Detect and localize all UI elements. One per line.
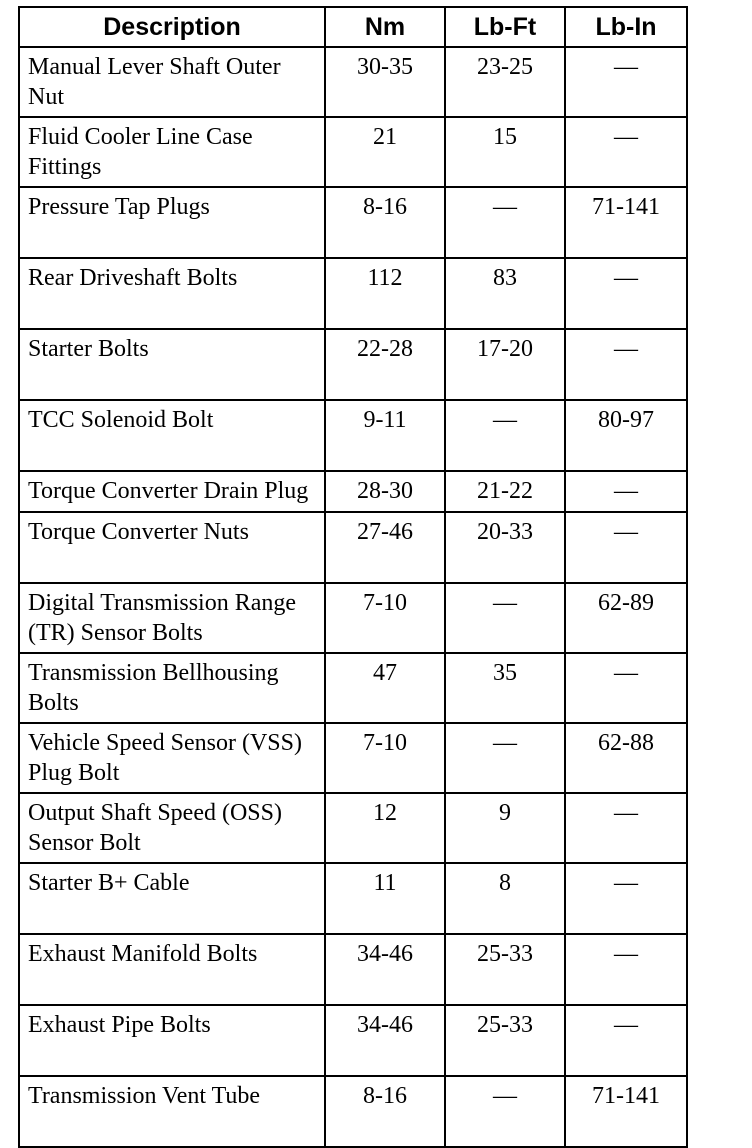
description-cell: Transmission Bellhousing Bolts (19, 653, 325, 723)
description-cell: Torque Converter Drain Plug (19, 471, 325, 512)
description-cell: Torque Converter Nuts (19, 512, 325, 583)
nm-cell: 30-35 (325, 47, 445, 117)
nm-cell: 34-46 (325, 934, 445, 1005)
lb-in-cell: — (565, 793, 687, 863)
lb-ft-cell: 20-33 (445, 512, 565, 583)
lb-ft-cell: 17-20 (445, 329, 565, 400)
description-cell: TCC Solenoid Bolt (19, 400, 325, 471)
lb-in-cell: 62-88 (565, 723, 687, 793)
column-header-lb-ft: Lb-Ft (445, 7, 565, 47)
lb-in-cell: — (565, 653, 687, 723)
nm-cell: 12 (325, 793, 445, 863)
description-cell: Fluid Cooler Line Case Fittings (19, 117, 325, 187)
nm-cell: 7-10 (325, 723, 445, 793)
description-cell: Vehicle Speed Sensor (VSS) Plug Bolt (19, 723, 325, 793)
nm-cell: 34-46 (325, 1005, 445, 1076)
column-header-description: Description (19, 7, 325, 47)
torque-specifications-table (18, 6, 688, 1148)
lb-ft-cell: 23-25 (445, 47, 565, 117)
description-cell: Exhaust Manifold Bolts (19, 934, 325, 1005)
lb-ft-cell: 21-22 (445, 471, 565, 512)
table-row (19, 400, 687, 471)
table-header (19, 7, 687, 47)
nm-cell: 47 (325, 653, 445, 723)
table-row (19, 117, 687, 187)
table-row (19, 187, 687, 258)
lb-ft-cell: — (445, 187, 565, 258)
table-row (19, 512, 687, 583)
table-row (19, 863, 687, 934)
description-cell: Manual Lever Shaft Outer Nut (19, 47, 325, 117)
nm-cell: 112 (325, 258, 445, 329)
lb-ft-cell: — (445, 1076, 565, 1147)
lb-ft-cell: 15 (445, 117, 565, 187)
description-cell: Output Shaft Speed (OSS) Sensor Bolt (19, 793, 325, 863)
table-row (19, 471, 687, 512)
table-row (19, 47, 687, 117)
column-header-nm: Nm (325, 7, 445, 47)
nm-cell: 11 (325, 863, 445, 934)
lb-ft-cell: — (445, 400, 565, 471)
lb-in-cell: — (565, 117, 687, 187)
lb-in-cell: 62-89 (565, 583, 687, 653)
nm-cell: 21 (325, 117, 445, 187)
table-row (19, 934, 687, 1005)
description-cell: Transmission Vent Tube (19, 1076, 325, 1147)
nm-cell: 22-28 (325, 329, 445, 400)
lb-in-cell: — (565, 47, 687, 117)
table-row (19, 583, 687, 653)
table-row (19, 723, 687, 793)
lb-in-cell: — (565, 934, 687, 1005)
description-cell: Starter Bolts (19, 329, 325, 400)
nm-cell: 8-16 (325, 187, 445, 258)
table-row (19, 653, 687, 723)
table-row (19, 329, 687, 400)
lb-ft-cell: 8 (445, 863, 565, 934)
description-cell: Pressure Tap Plugs (19, 187, 325, 258)
column-header-lb-in: Lb-In (565, 7, 687, 47)
lb-in-cell: 71-141 (565, 187, 687, 258)
description-cell: Rear Driveshaft Bolts (19, 258, 325, 329)
lb-ft-cell: 25-33 (445, 1005, 565, 1076)
lb-ft-cell: 35 (445, 653, 565, 723)
table-row (19, 1005, 687, 1076)
table-row (19, 1076, 687, 1147)
lb-in-cell: — (565, 329, 687, 400)
lb-ft-cell: 25-33 (445, 934, 565, 1005)
lb-in-cell: 71-141 (565, 1076, 687, 1147)
lb-ft-cell: — (445, 583, 565, 653)
description-cell: Starter B+ Cable (19, 863, 325, 934)
nm-cell: 8-16 (325, 1076, 445, 1147)
lb-in-cell: 80-97 (565, 400, 687, 471)
lb-in-cell: — (565, 471, 687, 512)
lb-in-cell: — (565, 258, 687, 329)
nm-cell: 9-11 (325, 400, 445, 471)
table-body (19, 47, 687, 1147)
lb-in-cell: — (565, 863, 687, 934)
nm-cell: 28-30 (325, 471, 445, 512)
header-row (19, 7, 687, 47)
nm-cell: 27-46 (325, 512, 445, 583)
lb-ft-cell: 9 (445, 793, 565, 863)
lb-ft-cell: — (445, 723, 565, 793)
table-row (19, 793, 687, 863)
nm-cell: 7-10 (325, 583, 445, 653)
lb-in-cell: — (565, 512, 687, 583)
description-cell: Digital Transmission Range (TR) Sensor Bolts (19, 583, 325, 653)
table-row (19, 258, 687, 329)
lb-ft-cell: 83 (445, 258, 565, 329)
description-cell: Exhaust Pipe Bolts (19, 1005, 325, 1076)
lb-in-cell: — (565, 1005, 687, 1076)
